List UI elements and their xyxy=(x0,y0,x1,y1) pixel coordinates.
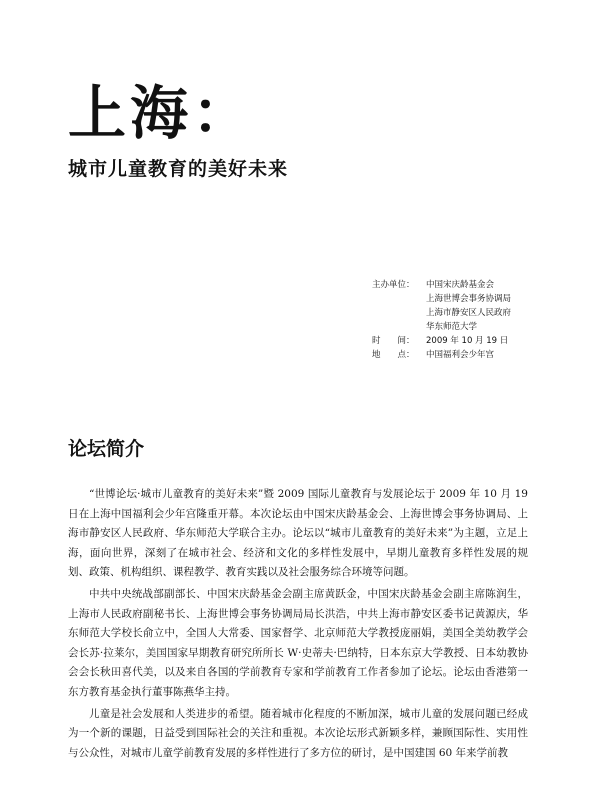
body-text xyxy=(68,485,528,765)
organizers-label: 主办单位： xyxy=(372,280,415,290)
paragraph: “世博论坛·城市儿童教育的美好未来”暨 2009 国际儿童教育与发展论坛于 2009 年 10 月 19 日在上海中国福利会少年宫隆重开幕。本次论坛由中国宋庆龄基金会、上海世博会事务协调局、上海市静安区人民政府、华东师范大学联合主办。论坛以“城市儿童教育的美好未来”为主题，立足上海，面向世界，深刻了在城市社会、经济和文化的多样性发展中，早期儿童教育多样性发展的规划、政策、机构组织、课程教学、教育实践以及社会服务综合环境等问题。 xyxy=(68,488,528,579)
event-info xyxy=(372,278,511,362)
organizer: 上海世博会事务协调局 xyxy=(426,294,512,304)
time-row xyxy=(372,334,511,348)
organizer: 华东师范大学 xyxy=(426,322,478,332)
section-heading: 论坛简介 xyxy=(68,438,145,460)
time-label: 时 间： xyxy=(372,336,415,346)
organizers-row xyxy=(372,278,511,334)
page-title: 上海： xyxy=(68,79,255,147)
place-row xyxy=(372,348,511,362)
paragraph: 中共中央统战部副部长、中国宋庆龄基金会副主席黄跃金，中国宋庆龄基金会副主席陈润生，上海市人民政府副秘书长、上海世博会事务协调局局长洪浩，中共上海市静安区委书记黄源庆，华东师范大学校长俞立中，全国人大常委、国家督学、北京师范大学教授庞丽娟，美国全美幼教学会会长苏·拉莱尔，美国国家早期教育研究所所长 W·史蒂夫·巴纳特，日本东京大学教授、日本幼教协会会长秋田喜代美，以及来自各国的学前教育专家和学前教育工作者参加了论坛。论坛由香港第一东方教育基金执行董事陈燕华主持。 xyxy=(68,587,528,698)
place-label: 地 点： xyxy=(372,350,415,360)
place-value: 中国福利会少年宫 xyxy=(426,350,495,360)
organizer: 上海市静安区人民政府 xyxy=(426,308,512,318)
organizers-list xyxy=(426,278,511,334)
paragraph: 儿童是社会发展和人类进步的希望。随着城市化程度的不断加深，城市儿童的发展问题已经成为一个新的课题，日益受到国际社会的关注和重视。本次论坛形式新颖多样，兼顾国际性、实用性与公众性，对城市儿童学前教育发展的多样性进行了多方位的研讨，是中国建国 60 年来学前教 xyxy=(68,707,528,759)
page-subtitle: 城市儿童教育的美好未来 xyxy=(68,158,289,180)
time-value: 2009 年 10 月 19 日 xyxy=(426,336,509,346)
organizer: 中国宋庆龄基金会 xyxy=(426,280,495,290)
